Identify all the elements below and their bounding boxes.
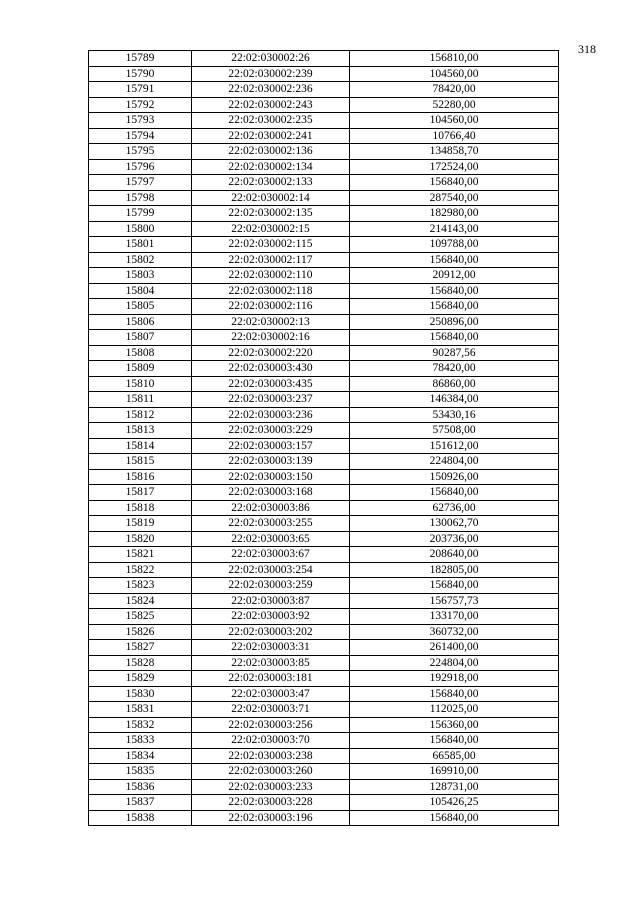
cadastral-number-cell: 22:02:030003:181 <box>192 671 350 687</box>
value-cell: 146384,00 <box>350 392 559 408</box>
value-cell: 208640,00 <box>350 547 559 563</box>
table-row <box>89 671 559 687</box>
value-cell: 192918,00 <box>350 671 559 687</box>
table-row <box>89 624 559 640</box>
cadastral-number-cell: 22:02:030002:15 <box>192 221 350 237</box>
row-number-cell: 15831 <box>89 702 192 718</box>
value-cell: 156840,00 <box>350 733 559 749</box>
cadastral-number-cell: 22:02:030002:133 <box>192 175 350 191</box>
row-number-cell: 15825 <box>89 609 192 625</box>
table-row <box>89 640 559 656</box>
row-number-cell: 15798 <box>89 190 192 206</box>
row-number-cell: 15815 <box>89 454 192 470</box>
cadastral-number-cell: 22:02:030003:47 <box>192 686 350 702</box>
cadastral-number-cell: 22:02:030003:85 <box>192 655 350 671</box>
row-number-cell: 15821 <box>89 547 192 563</box>
cadastral-number-cell: 22:02:030003:236 <box>192 407 350 423</box>
row-number-cell: 15794 <box>89 128 192 144</box>
table-row <box>89 159 559 175</box>
table-row <box>89 609 559 625</box>
table-row <box>89 314 559 330</box>
table-row <box>89 593 559 609</box>
value-cell: 156840,00 <box>350 686 559 702</box>
table-row <box>89 438 559 454</box>
row-number-cell: 15805 <box>89 299 192 315</box>
value-cell: 112025,00 <box>350 702 559 718</box>
row-number-cell: 15806 <box>89 314 192 330</box>
cadastral-number-cell: 22:02:030003:65 <box>192 531 350 547</box>
cadastral-number-cell: 22:02:030003:67 <box>192 547 350 563</box>
table-row <box>89 454 559 470</box>
row-number-cell: 15800 <box>89 221 192 237</box>
row-number-cell: 15809 <box>89 361 192 377</box>
table-row <box>89 547 559 563</box>
value-cell: 133170,00 <box>350 609 559 625</box>
row-number-cell: 15803 <box>89 268 192 284</box>
value-cell: 287540,00 <box>350 190 559 206</box>
cadastral-number-cell: 22:02:030002:116 <box>192 299 350 315</box>
table-row <box>89 206 559 222</box>
row-number-cell: 15793 <box>89 113 192 129</box>
value-cell: 156840,00 <box>350 330 559 346</box>
table-row <box>89 500 559 516</box>
row-number-cell: 15837 <box>89 795 192 811</box>
table-row <box>89 268 559 284</box>
value-cell: 130062,70 <box>350 516 559 532</box>
value-cell: 66585,00 <box>350 748 559 764</box>
value-cell: 182980,00 <box>350 206 559 222</box>
cadastral-number-cell: 22:02:030003:71 <box>192 702 350 718</box>
cadastral-number-cell: 22:02:030003:92 <box>192 609 350 625</box>
cadastral-number-cell: 22:02:030002:110 <box>192 268 350 284</box>
value-cell: 78420,00 <box>350 361 559 377</box>
cadastral-number-cell: 22:02:030002:235 <box>192 113 350 129</box>
cadastral-number-cell: 22:02:030002:26 <box>192 51 350 67</box>
value-cell: 52280,00 <box>350 97 559 113</box>
row-number-cell: 15823 <box>89 578 192 594</box>
table-row <box>89 66 559 82</box>
table-row <box>89 485 559 501</box>
row-number-cell: 15836 <box>89 779 192 795</box>
cadastral-number-cell: 22:02:030003:233 <box>192 779 350 795</box>
value-cell: 169910,00 <box>350 764 559 780</box>
row-number-cell: 15826 <box>89 624 192 640</box>
cadastral-number-cell: 22:02:030002:16 <box>192 330 350 346</box>
value-cell: 360732,00 <box>350 624 559 640</box>
row-number-cell: 15818 <box>89 500 192 516</box>
row-number-cell: 15816 <box>89 469 192 485</box>
row-number-cell: 15792 <box>89 97 192 113</box>
row-number-cell: 15796 <box>89 159 192 175</box>
table-row <box>89 345 559 361</box>
table-row <box>89 717 559 733</box>
row-number-cell: 15804 <box>89 283 192 299</box>
row-number-cell: 15829 <box>89 671 192 687</box>
cadastral-number-cell: 22:02:030003:237 <box>192 392 350 408</box>
value-cell: 203736,00 <box>350 531 559 547</box>
cadastral-number-cell: 22:02:030003:238 <box>192 748 350 764</box>
value-cell: 53430,16 <box>350 407 559 423</box>
cadastral-number-cell: 22:02:030003:31 <box>192 640 350 656</box>
value-cell: 10766,40 <box>350 128 559 144</box>
table-row <box>89 190 559 206</box>
cadastral-number-cell: 22:02:030002:241 <box>192 128 350 144</box>
cadastral-number-cell: 22:02:030002:14 <box>192 190 350 206</box>
row-number-cell: 15802 <box>89 252 192 268</box>
cadastral-number-cell: 22:02:030003:196 <box>192 810 350 826</box>
cadastral-number-cell: 22:02:030003:150 <box>192 469 350 485</box>
cadastral-number-cell: 22:02:030002:236 <box>192 82 350 98</box>
row-number-cell: 15813 <box>89 423 192 439</box>
value-cell: 104560,00 <box>350 113 559 129</box>
cadastral-number-cell: 22:02:030003:430 <box>192 361 350 377</box>
row-number-cell: 15789 <box>89 51 192 67</box>
row-number-cell: 15799 <box>89 206 192 222</box>
value-cell: 156360,00 <box>350 717 559 733</box>
table-row <box>89 252 559 268</box>
value-cell: 90287,56 <box>350 345 559 361</box>
row-number-cell: 15830 <box>89 686 192 702</box>
table-row <box>89 733 559 749</box>
cadastral-number-cell: 22:02:030002:134 <box>192 159 350 175</box>
table-row <box>89 175 559 191</box>
value-cell: 261400,00 <box>350 640 559 656</box>
table-row <box>89 97 559 113</box>
value-cell: 150926,00 <box>350 469 559 485</box>
value-cell: 109788,00 <box>350 237 559 253</box>
value-cell: 156840,00 <box>350 299 559 315</box>
table-row <box>89 810 559 826</box>
table-row <box>89 361 559 377</box>
table-row <box>89 237 559 253</box>
row-number-cell: 15827 <box>89 640 192 656</box>
row-number-cell: 15797 <box>89 175 192 191</box>
row-number-cell: 15838 <box>89 810 192 826</box>
table-row <box>89 113 559 129</box>
cadastral-number-cell: 22:02:030002:118 <box>192 283 350 299</box>
value-cell: 156840,00 <box>350 578 559 594</box>
cadastral-number-cell: 22:02:030003:256 <box>192 717 350 733</box>
cadastral-number-cell: 22:02:030003:435 <box>192 376 350 392</box>
value-cell: 20912,00 <box>350 268 559 284</box>
table-row <box>89 779 559 795</box>
row-number-cell: 15820 <box>89 531 192 547</box>
table-row <box>89 283 559 299</box>
row-number-cell: 15808 <box>89 345 192 361</box>
value-cell: 78420,00 <box>350 82 559 98</box>
table-row <box>89 376 559 392</box>
table-row <box>89 407 559 423</box>
row-number-cell: 15812 <box>89 407 192 423</box>
row-number-cell: 15795 <box>89 144 192 160</box>
row-number-cell: 15819 <box>89 516 192 532</box>
value-cell: 156840,00 <box>350 810 559 826</box>
table-row <box>89 392 559 408</box>
row-number-cell: 15824 <box>89 593 192 609</box>
table-row <box>89 423 559 439</box>
value-cell: 128731,00 <box>350 779 559 795</box>
row-number-cell: 15832 <box>89 717 192 733</box>
row-number-cell: 15801 <box>89 237 192 253</box>
cadastral-number-cell: 22:02:030003:254 <box>192 562 350 578</box>
table-row <box>89 795 559 811</box>
value-cell: 156757,73 <box>350 593 559 609</box>
row-number-cell: 15822 <box>89 562 192 578</box>
cadastral-number-cell: 22:02:030003:229 <box>192 423 350 439</box>
page-number: 318 <box>578 42 596 56</box>
table-row <box>89 144 559 160</box>
value-cell: 250896,00 <box>350 314 559 330</box>
cadastral-number-cell: 22:02:030002:117 <box>192 252 350 268</box>
table-row <box>89 764 559 780</box>
table-row <box>89 686 559 702</box>
value-cell: 104560,00 <box>350 66 559 82</box>
table-row <box>89 299 559 315</box>
row-number-cell: 15833 <box>89 733 192 749</box>
value-cell: 156840,00 <box>350 252 559 268</box>
value-cell: 57508,00 <box>350 423 559 439</box>
row-number-cell: 15828 <box>89 655 192 671</box>
cadastral-number-cell: 22:02:030002:115 <box>192 237 350 253</box>
registry-table-body <box>89 51 559 826</box>
value-cell: 62736,00 <box>350 500 559 516</box>
table-row <box>89 578 559 594</box>
cadastral-number-cell: 22:02:030003:168 <box>192 485 350 501</box>
table-row <box>89 51 559 67</box>
cadastral-number-cell: 22:02:030002:243 <box>192 97 350 113</box>
row-number-cell: 15814 <box>89 438 192 454</box>
value-cell: 156840,00 <box>350 485 559 501</box>
table-row <box>89 82 559 98</box>
row-number-cell: 15811 <box>89 392 192 408</box>
table-row <box>89 531 559 547</box>
cadastral-number-cell: 22:02:030002:239 <box>192 66 350 82</box>
value-cell: 182805,00 <box>350 562 559 578</box>
row-number-cell: 15834 <box>89 748 192 764</box>
value-cell: 105426,25 <box>350 795 559 811</box>
cadastral-number-cell: 22:02:030003:202 <box>192 624 350 640</box>
cadastral-number-cell: 22:02:030002:136 <box>192 144 350 160</box>
cadastral-number-cell: 22:02:030003:260 <box>192 764 350 780</box>
cadastral-number-cell: 22:02:030002:135 <box>192 206 350 222</box>
table-row <box>89 128 559 144</box>
value-cell: 224804,00 <box>350 454 559 470</box>
cadastral-number-cell: 22:02:030003:255 <box>192 516 350 532</box>
value-cell: 156810,00 <box>350 51 559 67</box>
row-number-cell: 15817 <box>89 485 192 501</box>
value-cell: 172524,00 <box>350 159 559 175</box>
table-row <box>89 221 559 237</box>
cadastral-number-cell: 22:02:030003:70 <box>192 733 350 749</box>
table-row <box>89 655 559 671</box>
row-number-cell: 15790 <box>89 66 192 82</box>
value-cell: 156840,00 <box>350 175 559 191</box>
table-row <box>89 469 559 485</box>
row-number-cell: 15807 <box>89 330 192 346</box>
value-cell: 151612,00 <box>350 438 559 454</box>
row-number-cell: 15810 <box>89 376 192 392</box>
row-number-cell: 15835 <box>89 764 192 780</box>
value-cell: 134858,70 <box>350 144 559 160</box>
value-cell: 86860,00 <box>350 376 559 392</box>
registry-table <box>88 50 559 826</box>
value-cell: 214143,00 <box>350 221 559 237</box>
cadastral-number-cell: 22:02:030003:228 <box>192 795 350 811</box>
cadastral-number-cell: 22:02:030002:13 <box>192 314 350 330</box>
table-row <box>89 748 559 764</box>
value-cell: 224804,00 <box>350 655 559 671</box>
table-row <box>89 330 559 346</box>
row-number-cell: 15791 <box>89 82 192 98</box>
cadastral-number-cell: 22:02:030003:139 <box>192 454 350 470</box>
table-row <box>89 516 559 532</box>
cadastral-number-cell: 22:02:030002:220 <box>192 345 350 361</box>
cadastral-number-cell: 22:02:030003:87 <box>192 593 350 609</box>
table-row <box>89 562 559 578</box>
table-row <box>89 702 559 718</box>
cadastral-number-cell: 22:02:030003:157 <box>192 438 350 454</box>
value-cell: 156840,00 <box>350 283 559 299</box>
cadastral-number-cell: 22:02:030003:86 <box>192 500 350 516</box>
cadastral-number-cell: 22:02:030003:259 <box>192 578 350 594</box>
